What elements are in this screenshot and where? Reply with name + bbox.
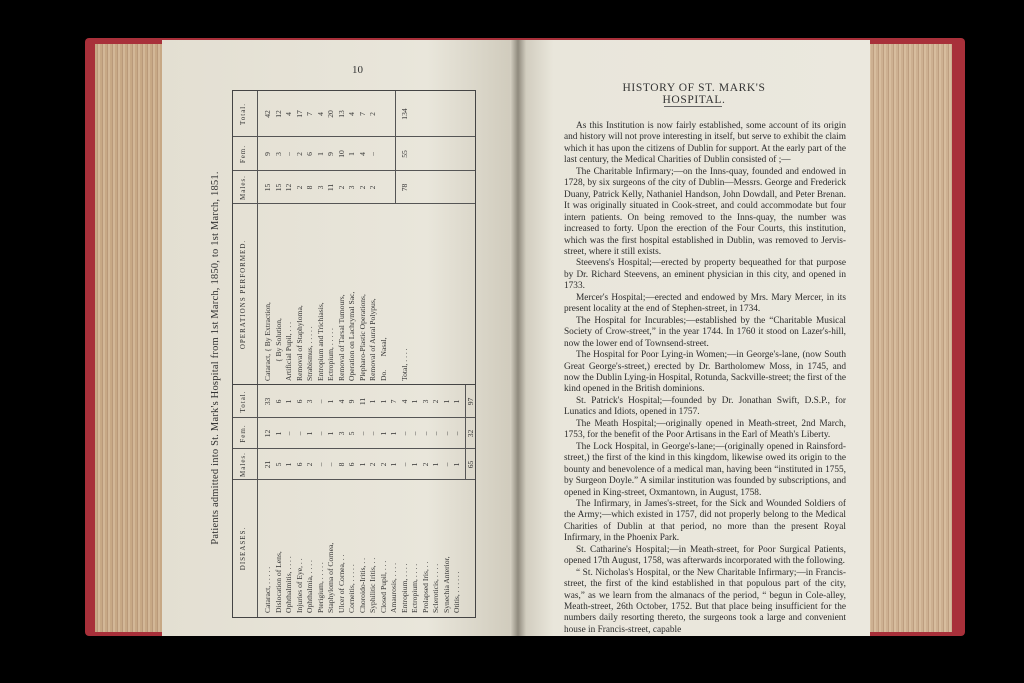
- patients-table: [232, 90, 476, 618]
- right-page-edges: [866, 44, 952, 632]
- paragraph: St. Catharine's Hospital;—in Meath-street, for Poor Surgical Patients, opened 17th August, 1758, was afterwards incorporated with the following.: [564, 544, 846, 567]
- book-gutter: [510, 40, 526, 636]
- paragraph: Steevens's Hospital;—erected by property bequeathed for that purpose by Dr. Richard Steevens, an eminent physician in this city, and opened in 1733.: [564, 258, 846, 292]
- paragraph: The Hospital for Incurables;—established by the “Charitable Musical Society of Crow-street,” in the year 1744. In 1760 it stood on Lazer's-hill, now the lower end of Townsend-street.: [564, 315, 846, 349]
- disease-males-total: 65: [466, 460, 475, 469]
- op-fem-header: Fem.: [239, 144, 247, 164]
- op-males-values: 15 15 12 2 8 3 11 2 3 2 2 78: [263, 183, 409, 192]
- disease-total-values: 33 6 1 6 3 – 1 4 9 11 1 1 7 4 1 3 2 1 1: [263, 397, 461, 406]
- history-text: [564, 121, 846, 636]
- op-total-values: 42 12 4 17 7 4 20 13 4 7 2 134: [263, 108, 409, 120]
- disease-list: Cataract, . . . . . Dislocation of Lens, Ophthalmitis, . . . . Injuries of Eye, . . Ophthalmia, . . . . Pterigium, . . . . . Staphyloma of Cornea, Ulcer of Cornea, . . Corneitis, . . . . . Choroido-Iritis, . . Syphilitic Iritis, . . Closed Pupil, . . . Amaurosis, . . . . Entropium, . . . . Ectropium, . . . . Prolapsed Iris, . . Scleroticis, . . . . Synechia Anterior, Otitis, . . . . . .: [263, 542, 461, 613]
- op-total-header: Total.: [239, 102, 247, 126]
- paragraph: As this Institution is now fairly established, some account of its origin and history will not prove interesting in itself, but serve to exhibit the claim which it has upon the citizens of Dublin for support. At the early part of the last century, the Medical Charities of Dublin consisted of ;—: [564, 121, 846, 166]
- paragraph: The Lock Hospital, in George's-lane;—(originally opened in Rainsford-street,) the first of the kind in this kingdom, likewise owed its origin to the bounty and benevolence of a medical man, having been “instituted in 1755, by Surgeon Doyle.” A similar institution was founded by subscriptions, and opened in King-street, Oxmantown, in August, 1758.: [564, 441, 846, 498]
- paragraph: St. Patrick's Hospital;—founded by Dr. Jonathan Swift, D.S.P., for Lunatics and Idiots, opened in 1757.: [564, 395, 846, 418]
- paragraph: “ St. Nicholas's Hospital, or the New Charitable Infirmary;—in Francis-street, the first of the kind established in that populous part of the city, was,” as we learn from the almanacs of the period, “ begun in Cole-alley, Meath-street, 26th October, 1752. But that place being insufficient for the numbers daily resorting thereto, the surgeons took a large and convenient house in Francis-street, capable: [564, 567, 846, 635]
- disease-fem-total: 32: [466, 429, 475, 438]
- page-number: 10: [352, 64, 363, 76]
- disease-grand-total: 97: [466, 397, 475, 406]
- left-page-edges: [95, 44, 167, 632]
- patients-table-region: [208, 90, 480, 626]
- diseases-header: DISEASES.: [239, 526, 247, 571]
- paragraph: The Meath Hospital;—originally opened in Meath-street, 2nd March, 1753, for the benefit of the Poor Artisans in the Earl of Meath's Liberty.: [564, 418, 846, 441]
- paragraph: The Charitable Infirmary;—on the Inns-quay, founded and endowed in 1728, by six surgeons of the city of Dublin—Messrs. George and Frederick Duany, Patrick Kelly, Nathaniel Handson, John Dowdall, and Peter Brenan. It was originally situated in Cook-street, and could accommodate but four intern patients. On being removed to the Inns-quay, the number was increased to forty. Upon the erection of the Four Courts, this institution, which was the first hospital established in Dublin, was removed to Jervis-street, where it still exists.: [564, 166, 846, 257]
- total-header: Total.: [239, 390, 247, 413]
- paragraph: The Infirmary, in James's-street, for the Sick and Wounded Soldiers of the Army;—which existed in 1757, did not properly belong to the Medical Charities of Dublin at that period, no more than the present Royal Infirmary, in the Phoenix Park.: [564, 498, 846, 544]
- page-heading: HISTORY OF ST. MARK'S HOSPITAL.: [622, 82, 766, 106]
- fem-header: Fem.: [239, 424, 247, 443]
- paragraph: Mercer's Hospital;—erected and endowed by Mrs. Mary Mercer, in its present locality at the end of Stephen-street, in 1734.: [564, 292, 846, 315]
- operations-list: Cataract, { By Extraction, { By Solution, Artificial Pupil, . . . Removal of Staphyloma, Strabismus, . . . . . Entropium and Trichiasis, Ectropium, . . . . . Removal of Tarsal Tumours, Operation on Lachrymal Sac, Plepharo-Plastic Operations, Removal of Aural Polypus, Do. Nasal, Total, . . . .: [263, 291, 409, 381]
- operations-header: OPERATIONS PERFORMED.: [239, 239, 247, 350]
- table-title: Patients admitted into St. Mark's Hospital from 1st March, 1850, to 1st March, 1851.: [210, 171, 221, 545]
- disease-fem-values: 12 1 – – 1 – 1 3 5 – – 1 1 – – – – – –: [263, 429, 461, 438]
- op-fem-values: 9 3 – 2 6 1 9 10 1 4 – 55: [263, 150, 409, 158]
- heading-rule: [664, 106, 722, 107]
- op-males-header: Males.: [239, 175, 247, 200]
- rotated-table: [208, 90, 480, 626]
- disease-males-values: 21 5 1 6 2 – – 8 6 1 2 2 1 – 1 2 1 – 1: [263, 460, 461, 469]
- op-totals-rule: [395, 91, 396, 204]
- males-header: Males.: [239, 452, 247, 477]
- paragraph: The Hospital for Poor Lying-in Women;—in George's-lane, (now South Great George's-street,) erected by Dr. Bartholomew Moss, in 1745, and now the Dublin Lying-in Hospital, Rotunda, Sackville-street; the first of the kind opened in the British dominions.: [564, 350, 846, 395]
